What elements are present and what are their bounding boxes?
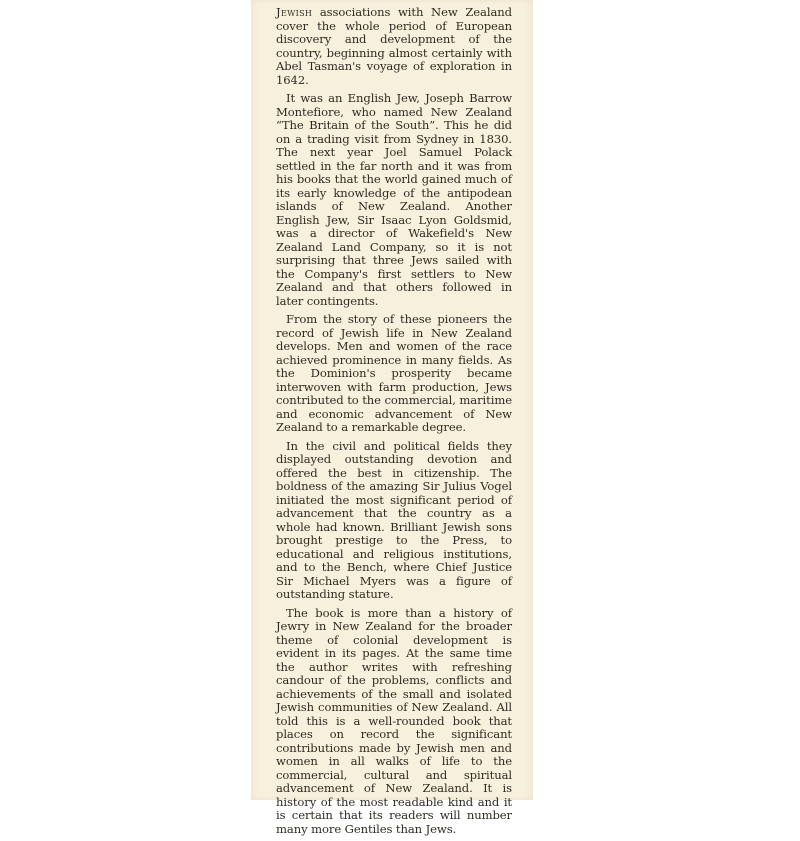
paragraph-4: In the civil and political fields they displayed outstanding devotion and offered the best in citizenship. The boldness of the amazing Sir Julius Vogel initiated the most significant period of advancement that the country as a whole had known. Brilliant Jewish sons brought prestige to the Press, to educational and religious institutions, and to the Bench, where Chief Justice Sir Michael Myers was a figure of outstanding stature. <box>276 438 512 601</box>
paragraph-2: It was an English Jew, Joseph Barrow Montefiore, who named New Zealand “The Britain of the South”. This he did on a trading visit from Sydney in 1830. The next year Joel Samuel Polack settled in the far north and it was from his books that the world gained much of its early knowledge of the antipodean islands of New Zealand. Another English Jew, Sir Isaac Lyon Goldsmid, was a director of Wakefield's New Zealand Land Company, so it is not surprising that three Jews sailed with the Company's first settlers to New Zealand and that others followed in later contingents. <box>276 91 512 308</box>
paragraph-3: From the story of these pioneers the record of Jewish life in New Zealand develops. Men and women of the race achieved prominence in many fields. As the Dominion's prosperity became interwoven with farm production, Jews contributed to the commercial, maritime and economic advancement of New Zealand to a remarkable degree. <box>276 312 512 434</box>
article-column <box>276 6 512 841</box>
paragraph-5: The book is more than a history of Jewry in New Zealand for the broader theme of colonial development is evident in its pages. At the same time the author writes with refreshing candour of the problems, conflicts and achievements of the small and isolated Jewish communities of New Zealand. All told this is a well-rounded book that places on record the significant contributions made by Jewish men and women in all walks of life to the commercial, cultural and spiritual advancement of New Zealand. It is history of the most readable kind and it is certain that its readers will number many more Gentiles than Jews. <box>276 605 512 836</box>
lead-word: Jewish <box>276 5 313 19</box>
paragraph-1 <box>276 6 512 87</box>
paragraph-1-text: associations with New Zealand cover the whole period of European discovery and development of the country, beginning almost certainly with Abel Tasman's voyage of exploration in 1642. <box>276 5 512 87</box>
